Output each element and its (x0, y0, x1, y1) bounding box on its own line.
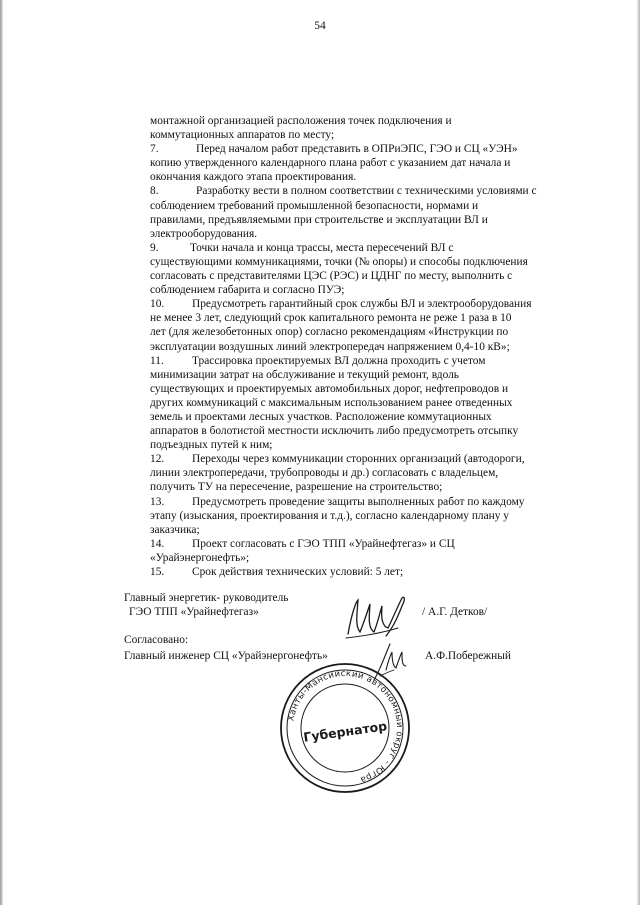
paragraph-13: 13. Предусмотреть проведение защиты выполненных работ по каждому этапу (изыскания, проектирования и т.д.), согласно календарному плану у заказчика; (150, 495, 525, 536)
signature-block (124, 591, 544, 663)
item-number: 14. (150, 537, 165, 550)
item-number: 11. (150, 354, 164, 367)
stamp-center-text: Губернатор (302, 718, 388, 745)
item-number: 7. (150, 143, 159, 156)
paragraph-7: 7. Перед началом работ представить в ОПРиЭПС, ГЭО и СЦ «УЭН» копию утвержденного календарного плана работ с указанием дат начала и окончания каждого этапа проектирования. (150, 143, 518, 184)
chief-engineer-title: Главный инженер СЦ «Урайэнергонефть» (124, 650, 328, 662)
page-number: 54 (314, 20, 326, 32)
chief-engineer-name: А.Ф.Побережный (425, 650, 512, 662)
paragraph-9: 9. Точки начала и конца трассы, места пересечений ВЛ с существующими коммуникациями, точки (№ опоры) и способы подключения согласовать с представителями ЦЭС (РЭС) и ЦДНГ по месту, выполнить с соблюдением габарита и согласно ПУЭ; (150, 241, 528, 297)
chief-energetic-org: ГЭО ТПП «Урайнефтегаз» (129, 606, 259, 618)
paragraph-15: 15. Срок действия технических условий: 5 лет; (150, 566, 404, 578)
document-body (150, 114, 546, 579)
item-number: 15. (150, 566, 165, 578)
chief-energetic-name: / А.Г. Детков/ (422, 606, 488, 618)
signature-scribble-detkov (342, 592, 412, 642)
paragraph-continuation: монтажной организацией расположения точек подключения и коммутационных аппаратов по месту; (150, 115, 452, 142)
paragraph-8: 8. Разработку вести в полном соответствии с техническими условиями с соблюдением требований промышленной безопасности, нормами и правилами, предъявляемыми при строительстве и эксплуатации ВЛ и электрооборудования. (150, 185, 537, 240)
paragraph-10: 10. Предусмотреть гарантийный срок службы ВЛ и электрооборудования не менее 3 лет, следующий срок капитального ремонта не реже 1 раза в 10 лет (для железобетонных опор) согласно рекомендациям «Инструкции по эксплуатации воздушных линий электропередач напряжением 0,4-10 кВ»; (150, 298, 532, 353)
item-number: 9. (150, 241, 159, 254)
item-number: 8. (150, 185, 159, 198)
paragraph-11: 11. Трассировка проектируемых ВЛ должна проходить с учетом минимизации затрат на обслуживание и текущий ремонт, вдоль существующих и проектируемых автомобильных дорог, нефтепроводов и других коммуникаций с максимальным использованием ранее отведенных земель и проектами лесных участков. Расположение коммутационных аппаратов в болотистой местности исключить либо предусмотреть отсыпку подъездных путей к ним; (150, 354, 519, 452)
agreed-label: Согласовано: (124, 634, 189, 646)
paragraph-14: 14. Проект согласовать с ГЭО ТПП «Урайнефтегаз» и СЦ «Урайэнергонефть»; (150, 537, 455, 564)
page-edge-left (0, 0, 3, 905)
item-number: 13. (150, 495, 165, 508)
chief-energetic-title: Главный энергетик- руководитель (124, 592, 289, 604)
item-number: 12. (150, 453, 165, 466)
item-number: 10. (150, 298, 165, 311)
paragraph-12: 12. Переходы через коммуникации сторонних организаций (автодороги, линии электропередачи, трубопроводы и др.) согласовать с владельцем, получить ТУ на пересечение, разрешение на строительство; (150, 453, 525, 494)
stamp-ring-text: Ханты-Мансийский автономный округ - Югра (286, 668, 405, 785)
round-stamp (277, 660, 413, 796)
